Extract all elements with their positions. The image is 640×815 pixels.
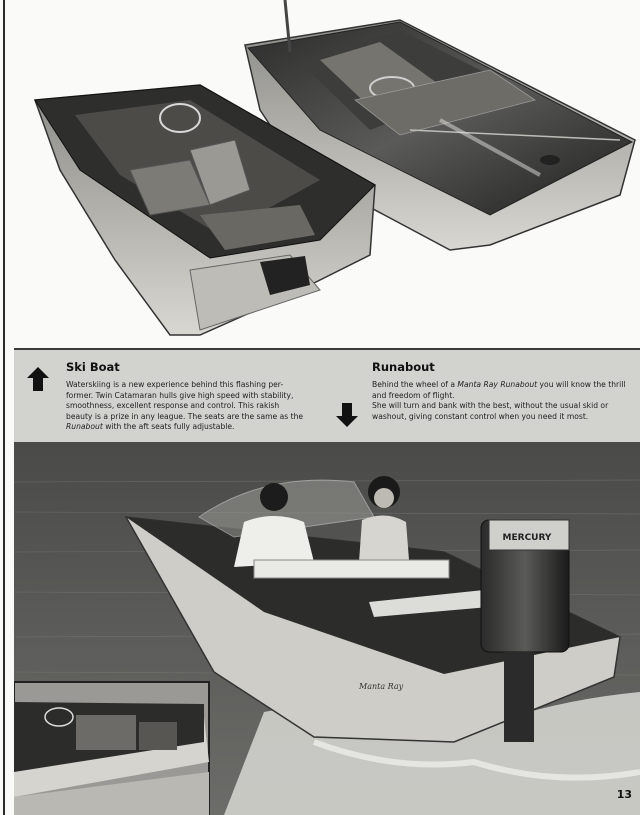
runabout-water-photo — [14, 442, 640, 815]
skiboat-description: Waterskiing is a new experience behind this flashing per-former. Twin Catamaran hulls give high speed with stability, smoothness, excellent response and control. This rakish beauty is a prize in any league. The seats are the same as the Runabout with the aft seats fully adjustable. — [66, 380, 304, 431]
page-edge-rule — [3, 0, 5, 815]
arrow-up-icon — [26, 366, 50, 392]
arrow-down-icon — [335, 402, 359, 428]
runabout-title: Runabout — [372, 360, 435, 374]
skiboat-caption — [66, 360, 306, 433]
hull-script-label: Manta Ray — [359, 682, 404, 691]
top-boats-photo — [20, 0, 640, 345]
runabout-description-1: Behind the wheel of a Manta Ray Runabout you will know the thrill and freedom of flight. — [372, 380, 626, 400]
runabout-description-2: She will turn and bank with the best, without the usual skid or washout, giving constant control when you need it most. — [372, 401, 609, 421]
caption-band — [14, 348, 640, 445]
skiboat-title: Ski Boat — [66, 360, 120, 374]
runabout-caption — [372, 360, 634, 422]
page-number: 13 — [616, 788, 632, 801]
motor-brand-label: MERCURY — [502, 533, 552, 543]
inset-boat-photo — [14, 682, 209, 815]
